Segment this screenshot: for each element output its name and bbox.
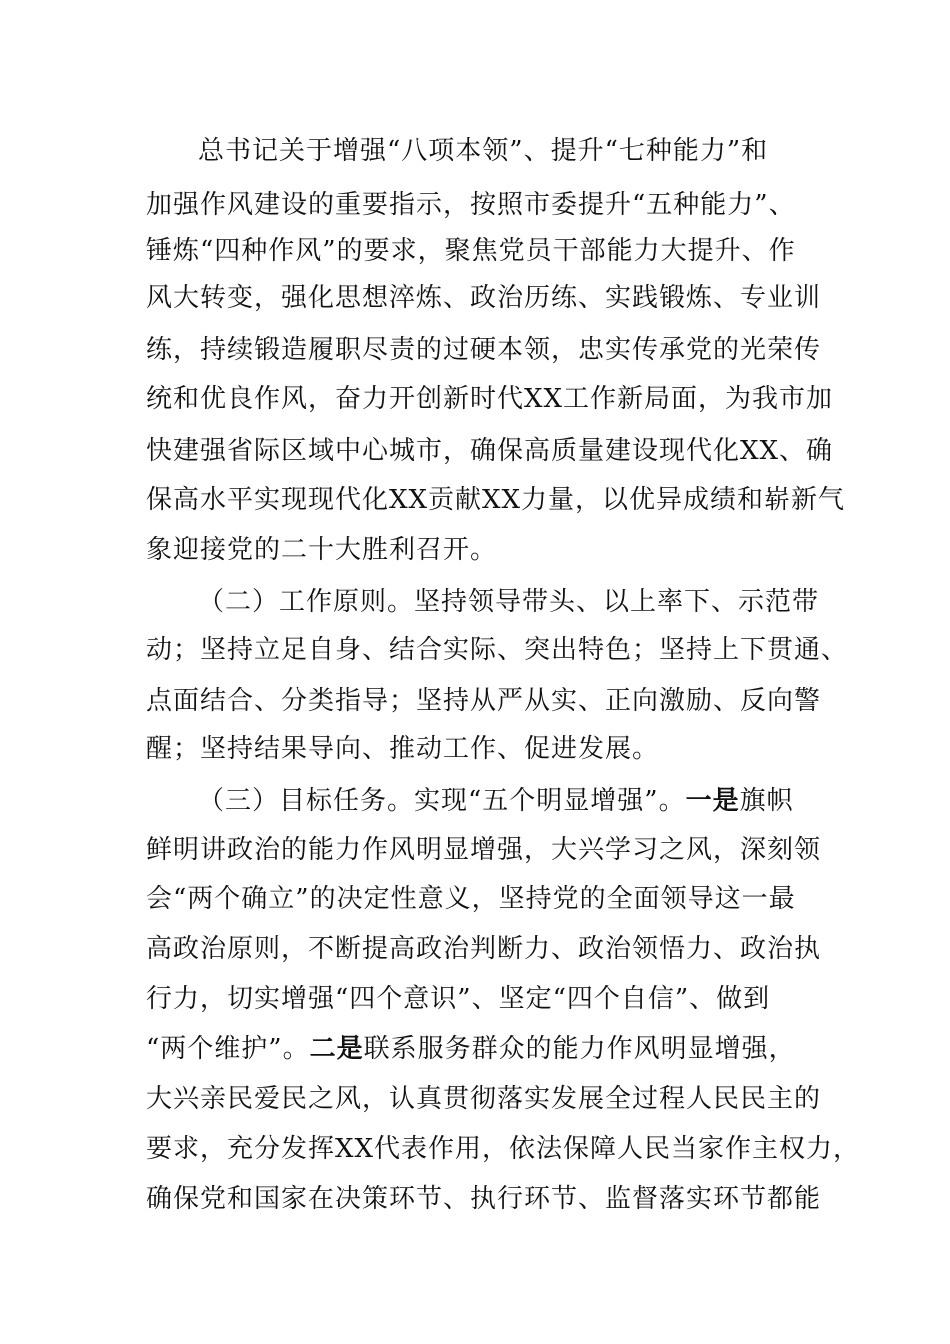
paragraph-line: 加强作风建设的重要指示，按照市委提升“五种能力”、: [146, 190, 796, 220]
paragraph-line: 大兴亲民爱民之风，认真贯彻落实发展全过程人民民主的: [146, 1084, 822, 1114]
paragraph-line: 风大转变，强化思想淬炼、政治历练、实践锻炼、专业训: [146, 283, 822, 313]
text-run: 旗帜: [739, 786, 794, 816]
paragraph-line: 保高水平实现现代化XX贡献XX力量，以优异成绩和崭新气: [146, 485, 846, 515]
paragraph-line: 锤炼“四种作风”的要求，聚焦党员干部能力大提升、作: [146, 236, 796, 266]
section-heading-line: （二）工作原则。坚持领导带头、以上率下、示范带: [198, 587, 820, 617]
bold-text-run: 二是: [309, 1034, 364, 1064]
paragraph-line: 总书记关于增强“八项本领”、提升“七种能力”和: [198, 136, 769, 166]
bold-text-run: 一是: [685, 786, 740, 816]
paragraph-line: 练，持续锻造履职尽责的过硬本领，忠实传承党的光荣传: [146, 335, 822, 365]
paragraph-line: 醒；坚持结果导向、推动工作、促进发展。: [146, 734, 660, 764]
paragraph-line: 统和优良作风，奋力开创新时代XX工作新局面，为我市加: [146, 384, 834, 414]
paragraph-line: 会“两个确立”的决定性意义，坚持党的全面领导这一最: [146, 884, 796, 914]
paragraph-line: [146, 1034, 811, 1064]
paragraph-line: 象迎接党的二十大胜利召开。: [146, 535, 498, 565]
section-heading-line: [198, 786, 863, 816]
text-run: （三）目标任务。实现“五个明显增强”。: [198, 786, 686, 816]
paragraph-line: 确保党和国家在决策环节、执行环节、监督落实环节都能: [146, 1184, 822, 1214]
paragraph-line: 鲜明讲政治的能力作风明显增强，大兴学习之风，深刻领: [146, 835, 822, 865]
paragraph-line: 点面结合、分类指导；坚持从严从实、正向激励、反向警: [146, 686, 822, 716]
paragraph-line: 快建强省际区域中心城市，确保高质量建设现代化XX、确: [146, 436, 834, 466]
paragraph-line: 要求，充分发挥XX代表作用，依法保障人民当家作主权力，: [146, 1134, 861, 1164]
text-run: “两个维护”。: [146, 1034, 310, 1064]
paragraph-line: 高政治原则，不断提高政治判断力、政治领悟力、政治执: [146, 934, 822, 964]
paragraph-line: 行力，切实增强“四个意识”、坚定“四个自信”、做到: [146, 984, 771, 1014]
text-run: 联系服务群众的能力作风明显增强，: [363, 1034, 796, 1064]
paragraph-line: 动；坚持立足自身、结合实际、突出特色；坚持上下贯通、: [146, 635, 849, 665]
